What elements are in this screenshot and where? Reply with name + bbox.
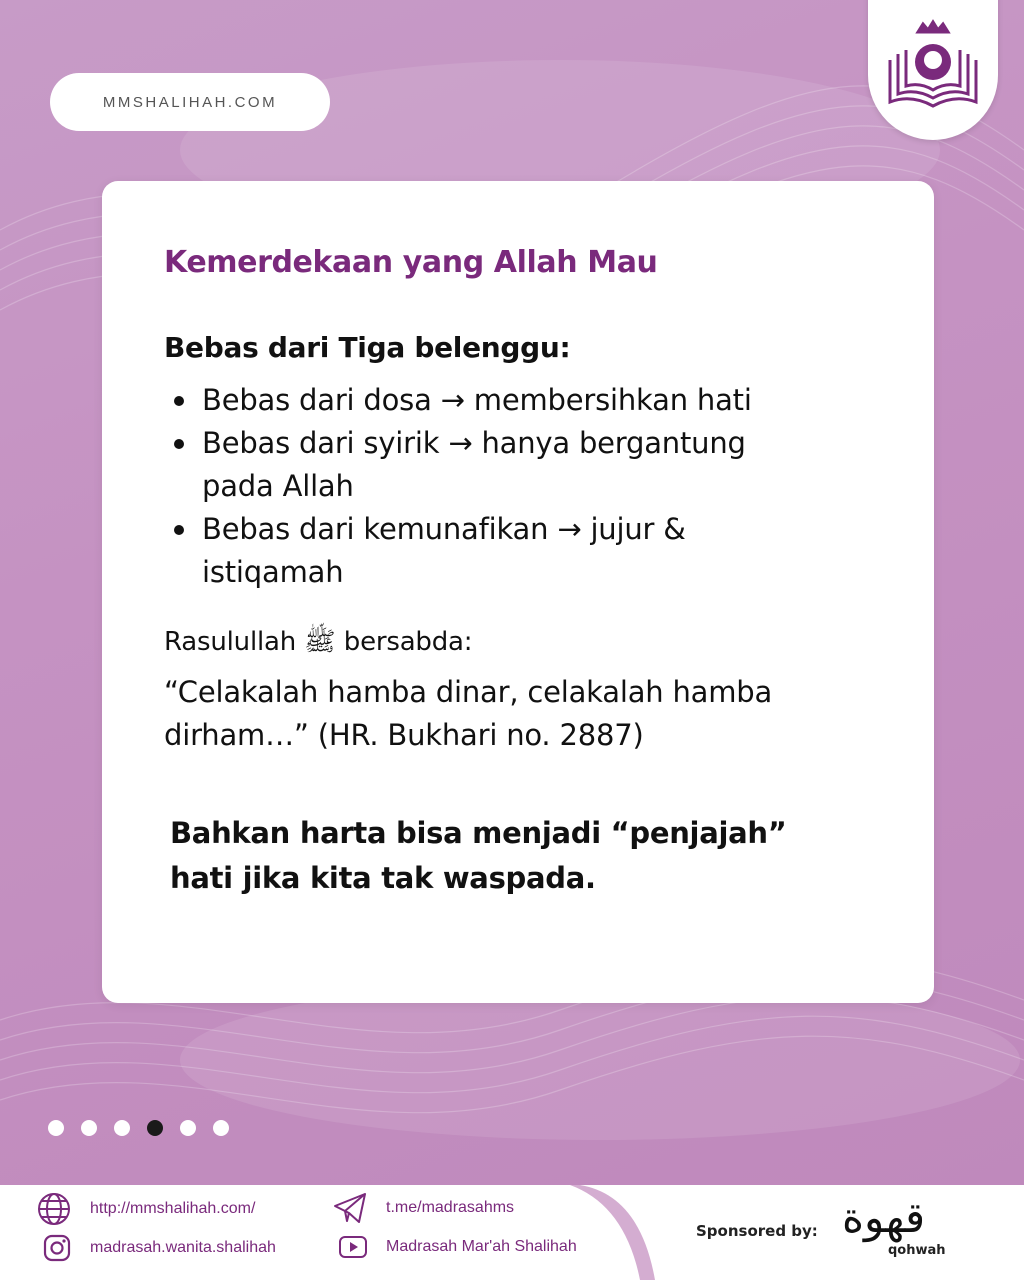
sponsor-logo <box>836 1193 986 1273</box>
telegram-link[interactable]: t.me/madrasahms <box>386 1199 515 1216</box>
sponsor-name: qohwah <box>888 1243 946 1258</box>
list-item-text: Bebas dari dosa → membersihkan hati <box>202 383 752 417</box>
list-item-text: Bebas dari kemunafikan → jujur & istiqamah <box>202 512 686 589</box>
pagination-dot[interactable] <box>114 1120 130 1136</box>
brand-logo-badge <box>868 0 998 140</box>
card-subtitle: Bebas dari Tiga belenggu: <box>164 331 571 364</box>
instagram-icon <box>42 1233 72 1263</box>
pagination-dot-active[interactable] <box>147 1120 163 1136</box>
telegram-icon <box>332 1191 368 1225</box>
footer <box>0 1185 1024 1280</box>
card-title: Kemerdekaan yang Allah Mau <box>164 245 658 280</box>
bullet-dot <box>174 439 184 449</box>
sponsor-arabic-logo: قهوة <box>842 1193 926 1242</box>
book-crown-logo-icon <box>878 10 988 120</box>
hadith-intro: Rasulullah ﷺ bersabda: <box>164 627 473 657</box>
site-label: MMSHALIHAH.COM <box>102 93 278 111</box>
youtube-channel[interactable]: Madrasah Mar'ah Shalihah <box>386 1238 577 1255</box>
pagination-dot[interactable] <box>48 1120 64 1136</box>
pagination-dot[interactable] <box>81 1120 97 1136</box>
footer-instagram[interactable] <box>42 1233 276 1263</box>
website-link[interactable]: http://mmshalihah.com/ <box>90 1200 256 1217</box>
closing-statement: Bahkan harta bisa menjadi “penjajah” hati jika kita tak waspada. <box>170 816 787 895</box>
list-item <box>164 422 804 508</box>
footer-website[interactable] <box>36 1191 255 1227</box>
bullet-dot <box>174 396 184 406</box>
pagination-dot[interactable] <box>213 1120 229 1136</box>
sponsored-label: Sponsored by: <box>696 1222 818 1240</box>
list-item <box>164 508 804 594</box>
bullet-list <box>164 379 804 594</box>
list-item-text: Bebas dari syirik → hanya bergantung pada Allah <box>202 426 746 503</box>
site-label-pill[interactable] <box>50 73 330 131</box>
footer-youtube[interactable] <box>338 1235 577 1259</box>
footer-telegram[interactable] <box>332 1191 514 1225</box>
carousel-pagination <box>48 1120 229 1136</box>
hadith-quote: “Celakalah hamba dinar, celakalah hamba dirham…” (HR. Bukhari no. 2887) <box>164 675 773 752</box>
list-item <box>164 379 804 422</box>
youtube-icon <box>338 1235 368 1259</box>
bullet-dot <box>174 525 184 535</box>
globe-icon <box>36 1191 72 1227</box>
instagram-handle[interactable]: madrasah.wanita.shalihah <box>90 1239 276 1256</box>
pagination-dot[interactable] <box>180 1120 196 1136</box>
content-card <box>102 181 934 1003</box>
